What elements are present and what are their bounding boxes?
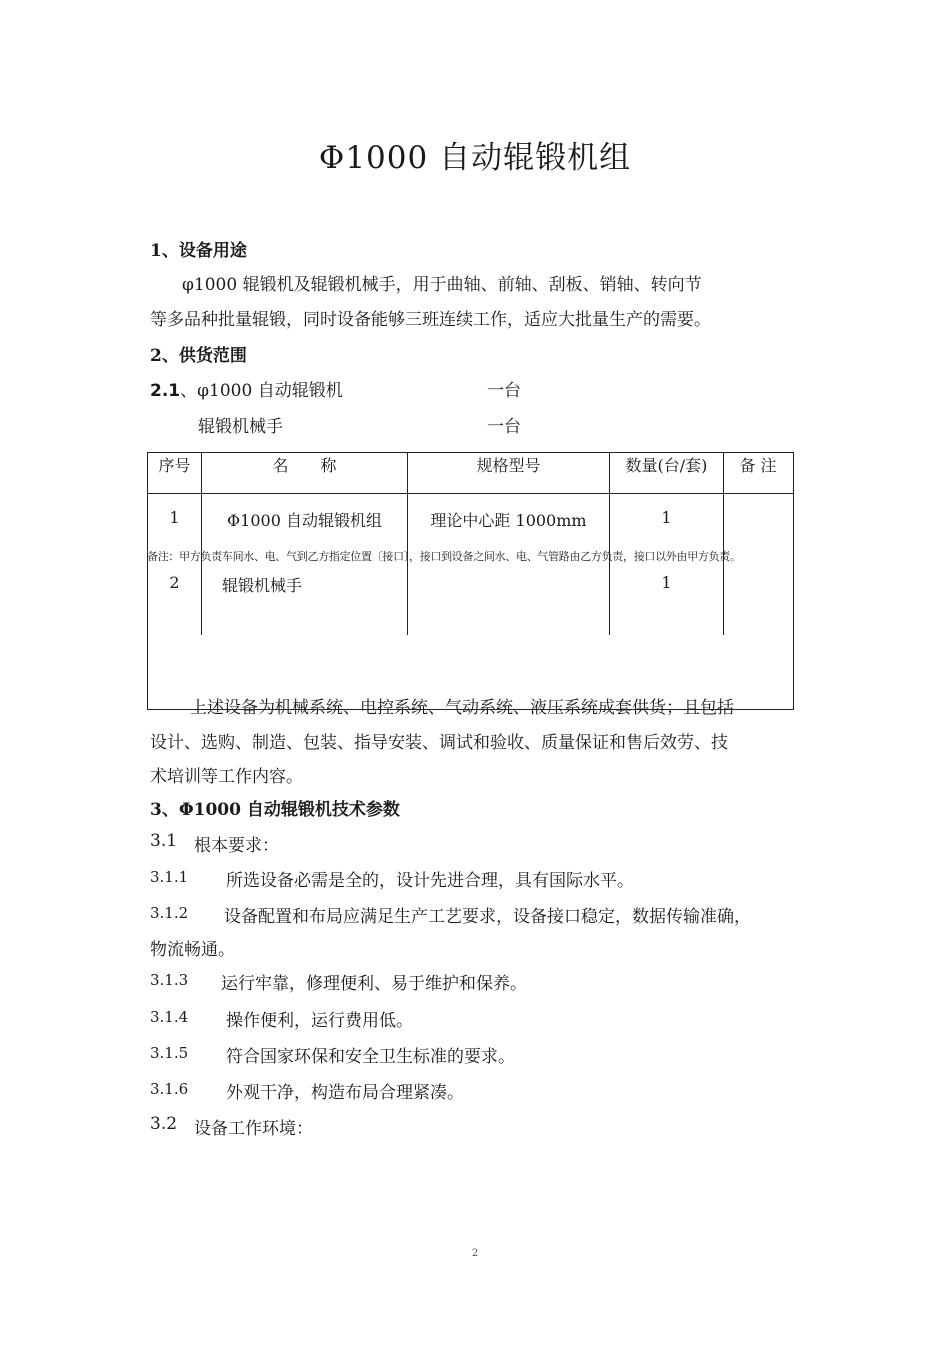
table-divider (201, 452, 202, 635)
requirement-text: 符合国家环保和安全卫生标准的要求。 (226, 1047, 515, 1067)
supply-item-1 (150, 376, 343, 401)
table-header-cell: 数量(台/套) (625, 456, 708, 475)
table-header-cell: 规格型号 (476, 456, 541, 475)
table-cell: 1 (661, 573, 672, 592)
requirement-text: 外观干净，构造布局合理紧凑。 (226, 1083, 464, 1103)
table-note: 备注：甲方负责车间水、电、气到乙方指定位置〔接口〕，接口到设备之间水、电、气管路由乙方负责，接口以外由甲方负责。 (147, 550, 741, 563)
section-1-para-line2: 等多品种批量辊锻，同时设备能够三班连续工作，适应大批量生产的需要。 (150, 310, 711, 330)
section-3-heading: 3、Φ1000 自动辊锻机技术参数 (150, 800, 400, 820)
table-divider (407, 452, 408, 635)
requirement-text-continued: 物流畅通。 (150, 940, 235, 960)
requirement-text: 运行牢靠，修理便利、易于维护和保养。 (221, 974, 527, 994)
supply-item-1-name: 、φ1000 自动辊锻机 (180, 381, 343, 401)
requirement-text: 设备配置和布局应满足生产工艺要求，设备接口稳定，数据传输准确， (224, 907, 751, 927)
table-header-cell: 名 称 (272, 456, 337, 475)
table-cell: 辊锻机械手 (222, 576, 303, 595)
subsection-3-2-number: 3.2 (150, 1114, 178, 1134)
subsection-3-1-title: 根本要求： (194, 836, 279, 856)
requirement-number: 3.1.5 (150, 1044, 189, 1062)
table-cell: 理论中心距 1000mm (430, 511, 587, 530)
table-divider (723, 452, 724, 635)
requirement-number: 3.1.6 (150, 1080, 189, 1098)
requirement-number: 3.1.2 (150, 904, 189, 922)
requirement-text: 所选设备必需是全的，设计先进合理，具有国际水平。 (226, 871, 634, 891)
table-divider (609, 452, 610, 635)
section-2-heading: 2、供货范围 (150, 346, 247, 366)
supply-item-1-number: 2.1 (150, 381, 181, 401)
supply-item-1-qty: 一台 (487, 381, 521, 401)
section-1-heading: 1、设备用途 (150, 241, 247, 261)
table-cell: 2 (169, 573, 180, 592)
subsection-3-1-number: 3.1 (150, 831, 178, 851)
subsection-3-2-title: 设备工作环境： (194, 1119, 313, 1139)
table-cell: 1 (169, 508, 180, 527)
requirement-number: 3.1.1 (150, 868, 189, 886)
table-header-divider (147, 493, 794, 494)
supply-para-line3: 术培训等工作内容。 (150, 767, 303, 787)
table-cell: 1 (661, 508, 672, 527)
supply-para-line1: 上述设备为机械系统、电控系统、气动系统、液压系统成套供货；且包括 (190, 698, 734, 718)
table-cell: Φ1000 自动辊锻机组 (227, 511, 382, 530)
requirement-number: 3.1.4 (150, 1008, 189, 1026)
requirement-text: 操作便利，运行费用低。 (226, 1011, 413, 1031)
table-header-cell: 备 注 (739, 456, 777, 475)
table-header-cell: 序号 (158, 456, 191, 475)
section-1-para-line1: φ1000 辊锻机及辊锻机械手，用于曲轴、前轴、刮板、销轴、转向节 (182, 275, 702, 295)
page-number: 2 (471, 1248, 479, 1259)
supply-para-line2: 设计、选购、制造、包装、指导安装、调试和验收、质量保证和售后效劳、技 (150, 733, 728, 753)
requirement-number: 3.1.3 (150, 971, 189, 989)
supply-item-2-name: 辊锻机械手 (198, 417, 283, 437)
page-title: Φ1000 自动辊锻机组 (318, 140, 632, 176)
supply-item-2-qty: 一台 (487, 417, 521, 437)
